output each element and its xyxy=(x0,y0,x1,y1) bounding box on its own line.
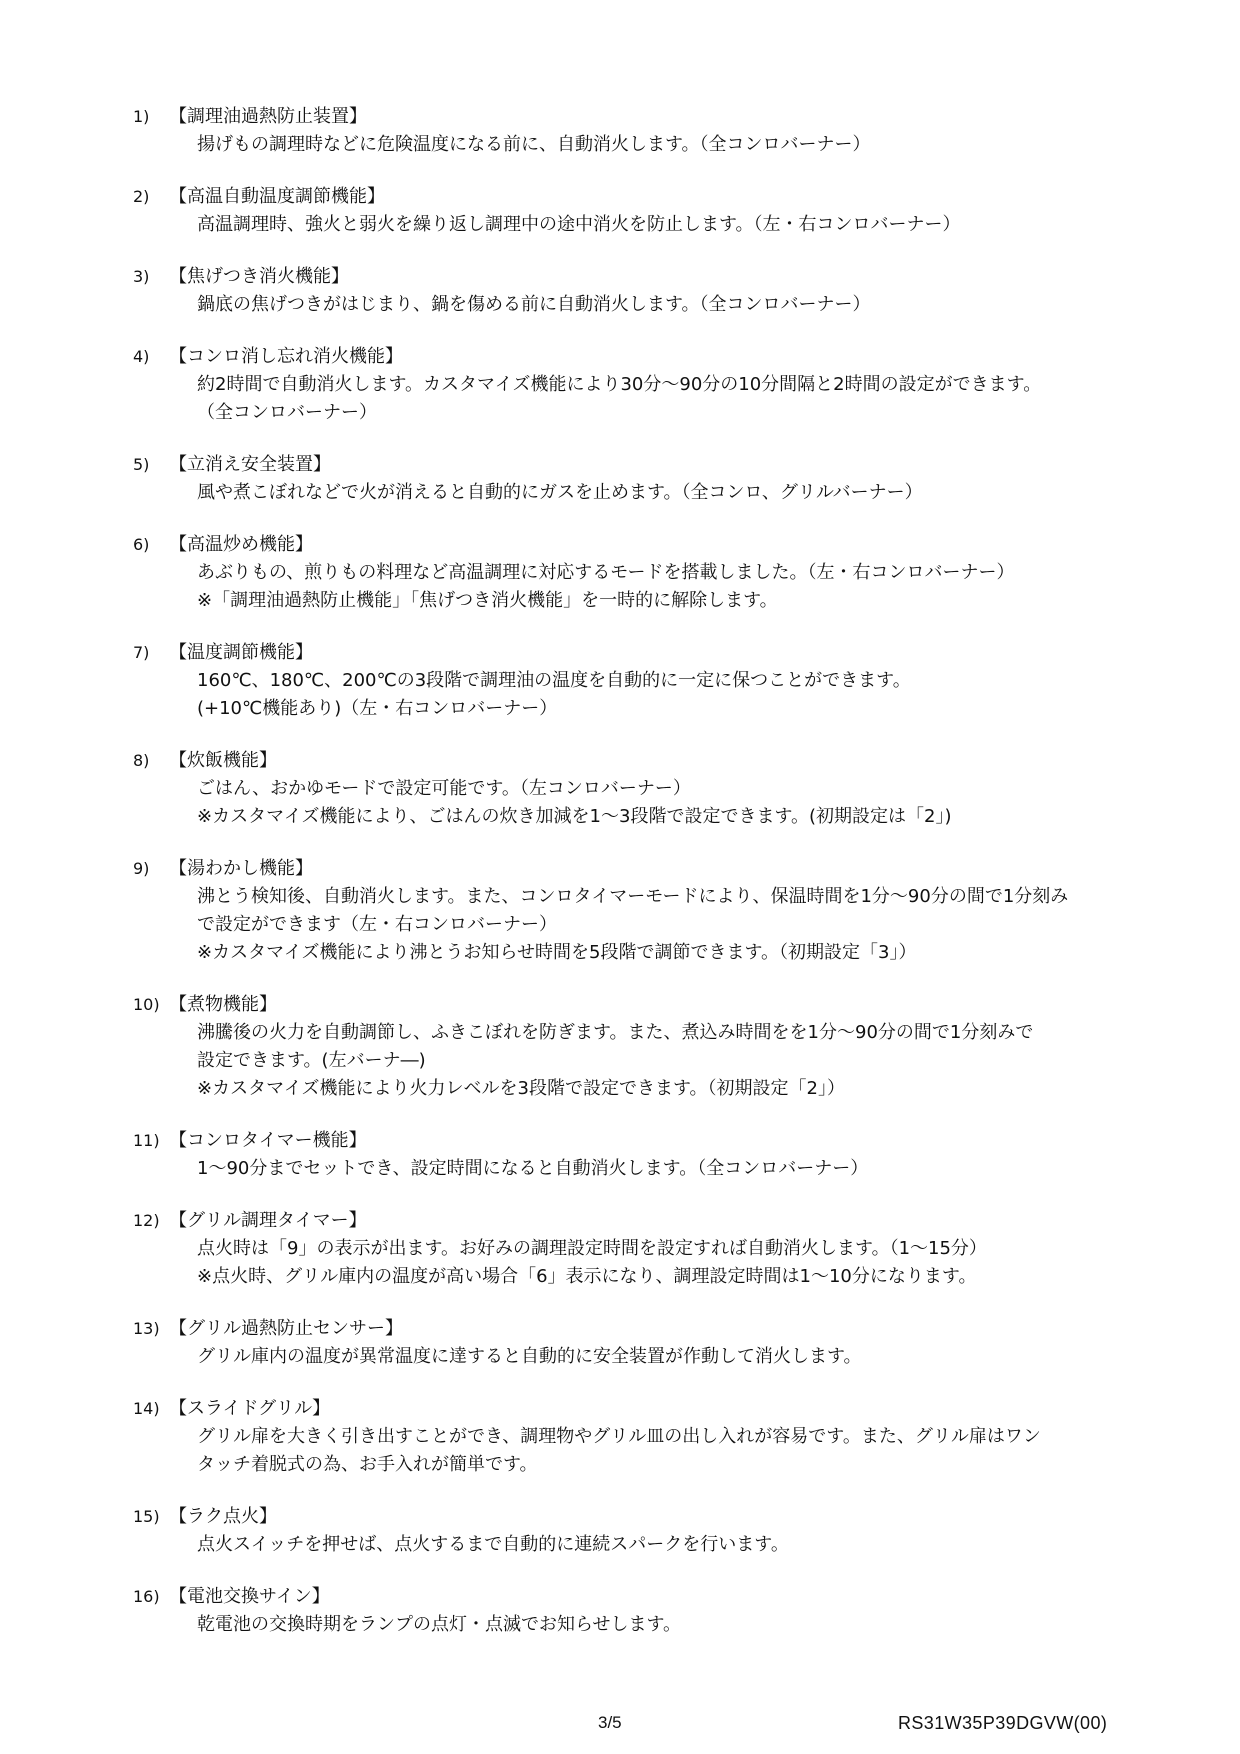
feature-title: 【電池交換サイン】 xyxy=(169,1586,330,1607)
feature-description-line: ※カスタマイズ機能により火力レベルを3段階で設定できます。（初期設定「2」） xyxy=(197,1078,846,1099)
feature-title: 【高温炒め機能】 xyxy=(169,534,313,555)
feature-description-line: タッチ着脱式の為、お手入れが簡単です。 xyxy=(197,1454,538,1475)
feature-title: 【立消え安全装置】 xyxy=(169,454,331,475)
feature-description-line: 160℃、180℃、200℃の3段階で調理油の温度を自動的に一定に保つことができます。 xyxy=(197,670,911,691)
feature-title: 【湯わかし機能】 xyxy=(169,858,313,879)
feature-description-line: 設定できます。(左バーナ―) xyxy=(197,1050,426,1071)
feature-description-line: 点火時は「9」の表示が出ます。お好みの調理設定時間を設定すれば自動消火します。（1～15分） xyxy=(197,1238,987,1259)
feature-title: 【コンロ消し忘れ消火機能】 xyxy=(169,346,403,367)
feature-item xyxy=(133,1583,1183,1639)
feature-item xyxy=(133,855,1183,967)
feature-number: 7) xyxy=(133,643,150,662)
model-code: RS31W35P39DGVW(00) xyxy=(898,1713,1108,1733)
feature-number: 13) xyxy=(133,1319,160,1338)
feature-description-line: 風や煮こぼれなどで火が消えると自動的にガスを止めます。（全コンロ、グリルバーナー） xyxy=(197,482,923,503)
feature-number: 9) xyxy=(133,859,150,878)
feature-title: 【煮物機能】 xyxy=(169,994,277,1015)
feature-title: 【温度調節機能】 xyxy=(169,642,313,663)
feature-number: 3) xyxy=(133,267,150,286)
feature-description-line: 沸とう検知後、自動消火します。また、コンロタイマーモードにより、保温時間を1分～90分の間で1分刻み xyxy=(197,886,1069,907)
feature-item xyxy=(133,531,1183,615)
feature-description-line: ※カスタマイズ機能により、ごはんの炊き加減を1～3段階で設定できます。(初期設定は「2」) xyxy=(197,806,952,827)
feature-number: 4) xyxy=(133,347,150,366)
feature-title: 【炊飯機能】 xyxy=(169,750,277,771)
feature-item xyxy=(133,183,1183,239)
feature-description-line: で設定ができます（左・右コンロバーナー） xyxy=(197,914,557,935)
feature-description-line: 乾電池の交換時期をランプの点灯・点滅でお知らせします。 xyxy=(197,1614,682,1635)
feature-description-line: 約2時間で自動消火します。カスタマイズ機能により30分～90分の10分間隔と2時間の設定ができます。 xyxy=(197,374,1042,395)
feature-description-line: ごはん、おかゆモードで設定可能です。（左コンロバーナー） xyxy=(197,778,691,799)
page-number: 3/5 xyxy=(598,1713,622,1732)
feature-item xyxy=(133,1503,1183,1559)
feature-number: 2) xyxy=(133,187,150,206)
feature-number: 10) xyxy=(133,995,160,1014)
feature-title: 【コンロタイマー機能】 xyxy=(169,1130,367,1151)
feature-item xyxy=(133,991,1183,1103)
feature-item xyxy=(133,103,1183,159)
feature-description-line: あぶりもの、煎りもの料理など高温調理に対応するモードを搭載しました。（左・右コンロバーナー） xyxy=(197,562,1015,583)
feature-number: 14) xyxy=(133,1399,160,1418)
feature-item xyxy=(133,1207,1183,1291)
feature-description-line: ※「調理油過熱防止機能」「焦げつき消火機能」を一時的に解除します。 xyxy=(197,590,778,611)
feature-description-line: 沸騰後の火力を自動調節し、ふきこぼれを防ぎます。また、煮込み時間をを1分～90分の間で1分刻みで xyxy=(197,1022,1034,1043)
feature-title: 【スライドグリル】 xyxy=(169,1398,331,1419)
feature-description-line: 高温調理時、強火と弱火を繰り返し調理中の途中消火を防止します。（左・右コンロバーナー） xyxy=(197,214,961,235)
feature-description-line: （全コンロバーナー） xyxy=(197,402,377,423)
feature-item xyxy=(133,343,1183,427)
feature-item xyxy=(133,1395,1183,1479)
feature-title: 【調理油過熱防止装置】 xyxy=(169,106,367,127)
feature-item xyxy=(133,451,1183,507)
feature-description-line: グリル扉を大きく引き出すことができ、調理物やグリル皿の出し入れが容易です。また、グリル扉はワン xyxy=(197,1426,1041,1447)
feature-number: 8) xyxy=(133,751,150,770)
feature-title: 【ラク点火】 xyxy=(169,1506,277,1527)
feature-number: 5) xyxy=(133,455,150,474)
feature-title: 【グリル過熱防止センサー】 xyxy=(169,1318,403,1339)
feature-description-line: 鍋底の焦げつきがはじまり、鍋を傷める前に自動消火します。（全コンロバーナー） xyxy=(197,294,871,315)
feature-item xyxy=(133,639,1183,723)
feature-item xyxy=(133,747,1183,831)
feature-number: 6) xyxy=(133,535,150,554)
feature-description-line: 揚げもの調理時などに危険温度になる前に、自動消火します。（全コンロバーナー） xyxy=(197,134,871,155)
feature-number: 15) xyxy=(133,1507,160,1526)
feature-item xyxy=(133,1127,1183,1183)
feature-description-line: (+10℃機能あり)（左・右コンロバーナー） xyxy=(197,698,558,719)
feature-title: 【高温自動温度調節機能】 xyxy=(169,186,385,207)
feature-number: 11) xyxy=(133,1131,160,1150)
feature-description-line: グリル庫内の温度が異常温度に達すると自動的に安全装置が作動して消火します。 xyxy=(197,1346,862,1367)
feature-description-line: 1～90分までセットでき、設定時間になると自動消火します。（全コンロバーナー） xyxy=(197,1158,869,1179)
feature-description-line: ※カスタマイズ機能により沸とうお知らせ時間を5段階で調節できます。（初期設定「3」） xyxy=(197,942,917,963)
feature-item xyxy=(133,263,1183,319)
feature-title: 【焦げつき消火機能】 xyxy=(169,266,349,287)
feature-list xyxy=(133,103,1183,1639)
feature-number: 16) xyxy=(133,1587,160,1606)
feature-description-line: ※点火時、グリル庫内の温度が高い場合「6」表示になり、調理設定時間は1～10分になります。 xyxy=(197,1266,977,1287)
feature-number: 1) xyxy=(133,107,150,126)
feature-item xyxy=(133,1315,1183,1371)
feature-number: 12) xyxy=(133,1211,160,1230)
feature-description-line: 点火スイッチを押せば、点火するまで自動的に連続スパークを行います。 xyxy=(197,1534,789,1555)
feature-title: 【グリル調理タイマー】 xyxy=(169,1210,367,1231)
